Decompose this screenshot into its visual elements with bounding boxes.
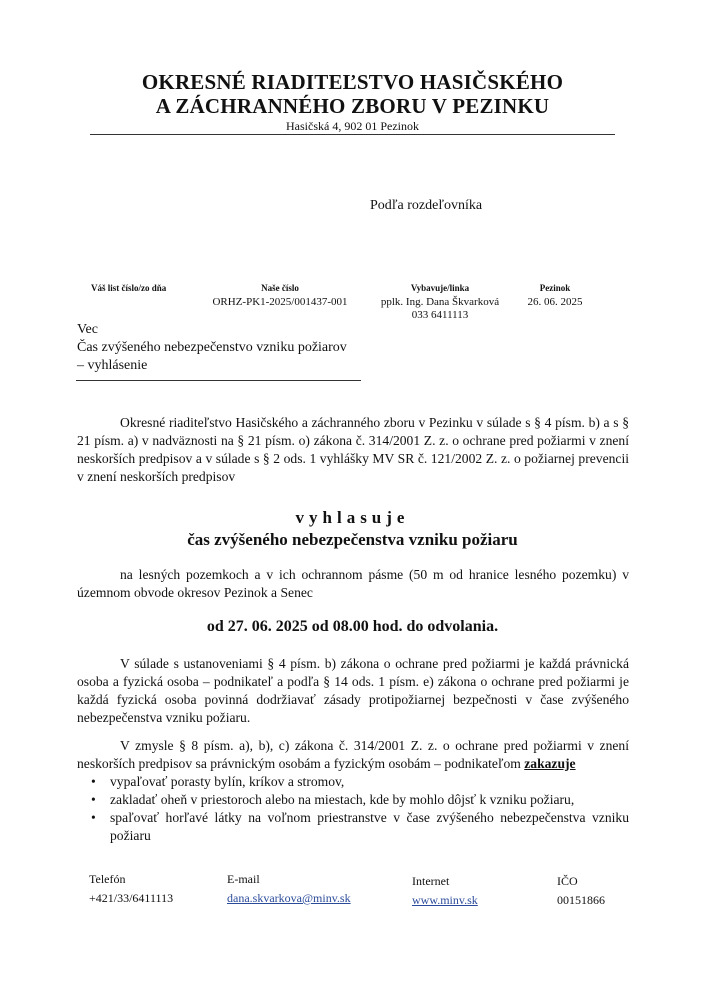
prohibition-list xyxy=(77,773,629,845)
subject-underline xyxy=(76,380,361,381)
handled-by-name: pplk. Ing. Dana Škvarková xyxy=(380,296,500,308)
phone-value: +421/33/6411113 xyxy=(89,891,174,905)
org-address: Hasičská 4, 902 01 Pezinok xyxy=(286,119,419,133)
handled-by-label: Vybavuje/linka xyxy=(410,283,470,293)
org-title-line2: A ZÁCHRANNÉHO ZBORU V PEZINKU xyxy=(155,94,550,118)
handled-by-phone: 033 6411113 xyxy=(411,309,469,321)
our-number-label: Naše číslo xyxy=(261,283,299,293)
our-number: ORHZ-PK1-2025/001437-001 xyxy=(212,296,348,308)
footer-internet xyxy=(412,874,478,908)
recipient: Podľa rozdeľovníka xyxy=(370,198,483,213)
subject-label: Vec xyxy=(77,322,98,337)
ico-label: IČO xyxy=(557,874,578,888)
prohibition-text: V zmysle § 8 písm. a), b), c) zákona č. 314/2001 Z. z. o ochrane pred požiarmi v znení neskorších predpisov sa právnickým osobám a fyzickým osobám – podnikateľom xyxy=(77,738,629,771)
list-item: • vypaľovať porasty bylín, kríkov a stromov, xyxy=(77,773,629,791)
ico-value: 00151866 xyxy=(557,893,605,907)
org-title-line1: OKRESNÉ RIADITEĽSTVO HASIČSKÉHO xyxy=(141,70,564,94)
your-letter-label: Váš list číslo/zo dňa xyxy=(91,283,167,293)
email-link[interactable]: dana.skvarkova@minv.sk xyxy=(227,891,351,905)
subject-line1: Čas zvýšeného nebezpečenstvo vzniku požiarov xyxy=(77,340,347,355)
place-date-block xyxy=(510,283,600,308)
footer-ico xyxy=(557,874,605,908)
email-label: E-mail xyxy=(227,872,260,886)
duty-paragraph: V súlade s ustanoveniami § 4 písm. b) zákona o ochrane pred požiarmi je každá právnická osoba a fyzická osoba – podnikateľ a podľa § 14 ods. 1 písm. e) zákona o ochrane pred požiarmi je každá fyzická osoba povinná dodržiavať zásady protipožiarnej bezpečnosti v čase zvýšeného nebezpečenstva vzniku požiaru. xyxy=(77,656,629,725)
internet-label: Internet xyxy=(412,874,450,888)
subject-line2: – vyhlásenie xyxy=(77,358,148,373)
declare-title: čas zvýšeného nebezpečenstva vzniku požiaru xyxy=(187,530,518,549)
header-divider xyxy=(90,134,615,135)
prohibition-emphasis: zakazuje xyxy=(524,756,576,771)
internet-link[interactable]: www.minv.sk xyxy=(412,893,478,907)
intro-paragraph: Okresné riaditeľstvo Hasičského a záchranného zboru v Pezinku v súlade s § 4 písm. b) a s § 21 písm. a) v nadväznosti na § 21 písm. o) zákona č. 314/2001 Z. z. o ochrane pred požiarmi v znení neskorších predpisov a v súlade s § 2 ods. 1 vyhlášky MV SR č. 121/2002 Z. z. o požiarnej prevencii v znení neskorších predpisov xyxy=(77,415,629,484)
handled-by-block xyxy=(365,283,515,321)
list-item: • zakladať oheň v priestoroch alebo na miestach, kde by mohlo dôjsť k vzniku požiaru, xyxy=(77,791,629,809)
footer-phone xyxy=(89,872,173,906)
scope-paragraph: na lesných pozemkoch a v ich ochrannom pásme (50 m od hranice lesného pozemku) v územnom obvode okresov Pezinok a Senec xyxy=(77,567,629,600)
footer-email xyxy=(227,872,351,906)
place-label: Pezinok xyxy=(539,283,571,293)
prohibition-paragraph xyxy=(77,737,629,773)
phone-label: Telefón xyxy=(89,872,126,886)
letter-date: 26. 06. 2025 xyxy=(527,296,583,308)
declare-verb: vyhlasuje xyxy=(295,508,410,527)
our-number-block xyxy=(205,283,355,308)
list-item: • spaľovať horľavé látky na voľnom priestranstve v čase zvýšeného nebezpečenstva vzniku požiaru xyxy=(77,809,629,845)
period-statement: od 27. 06. 2025 od 08.00 hod. do odvolania. xyxy=(206,618,499,635)
subject-block xyxy=(77,321,347,375)
